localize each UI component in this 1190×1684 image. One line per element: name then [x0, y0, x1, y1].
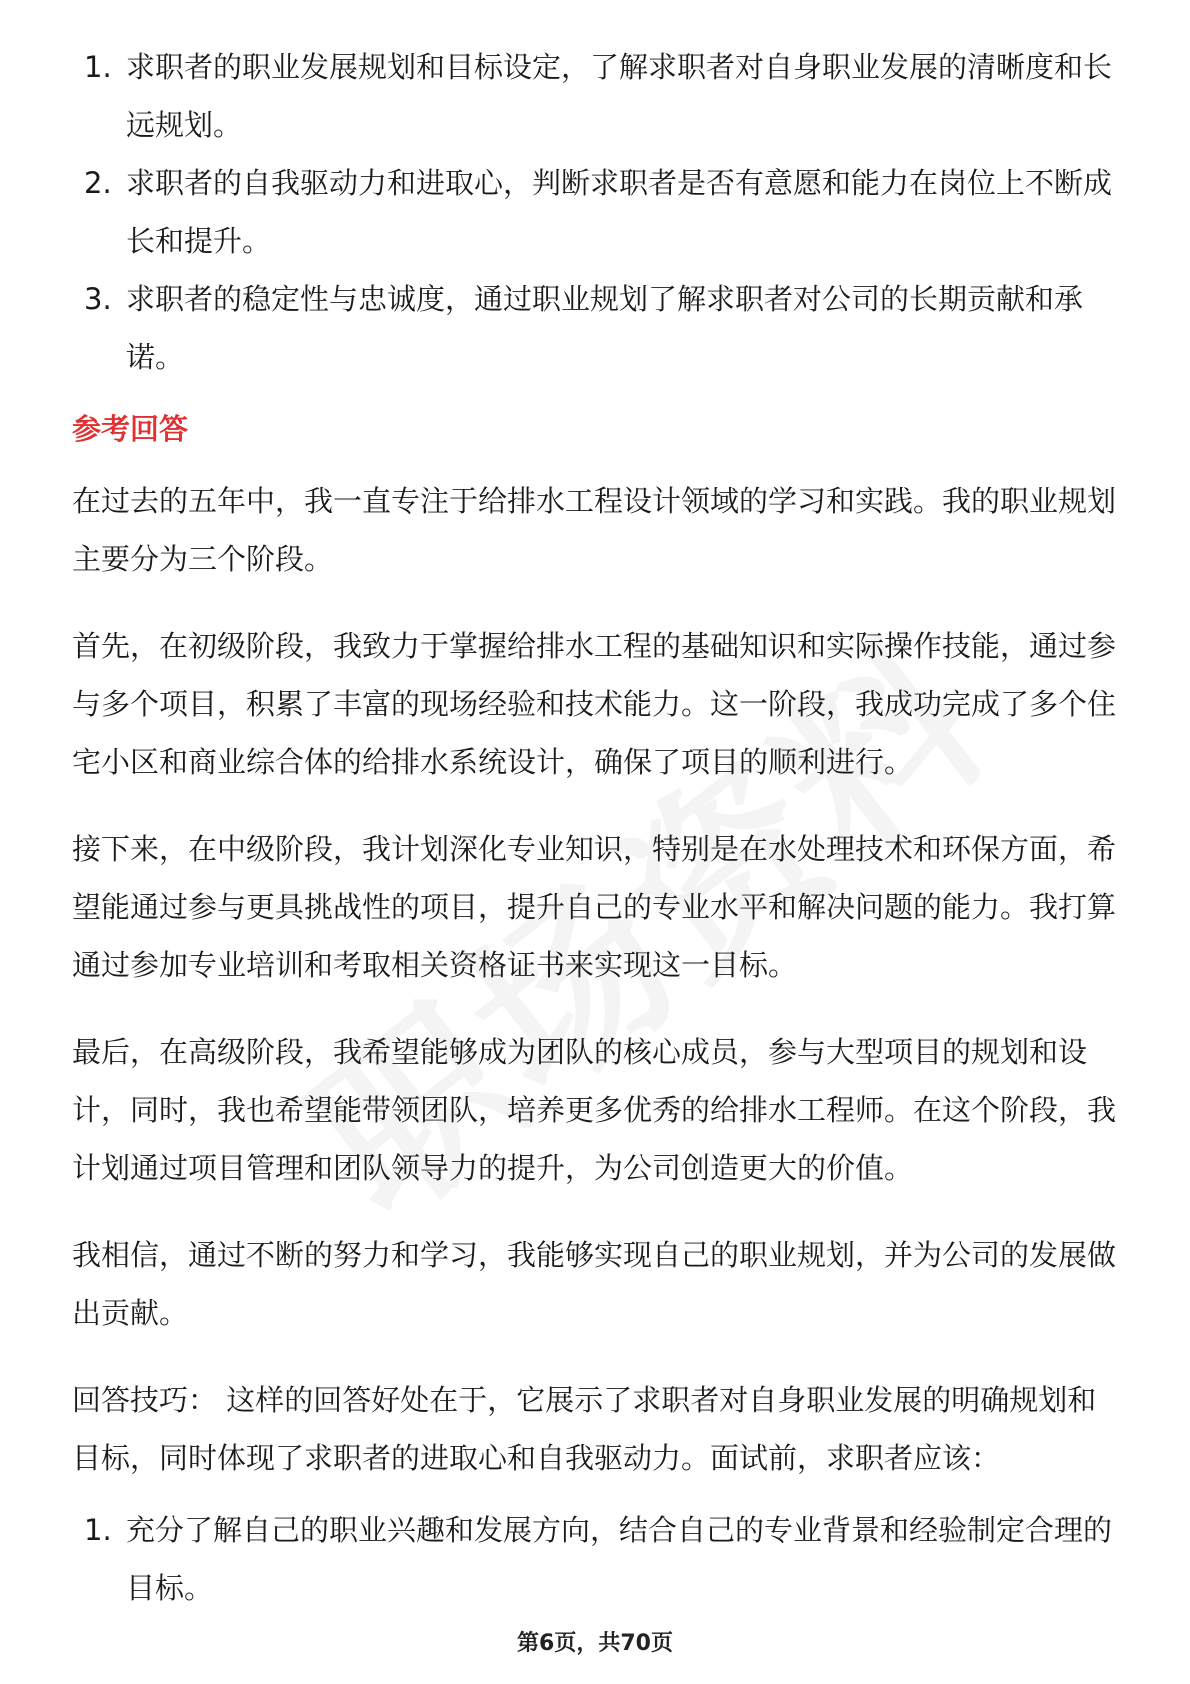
page-content — [72, 38, 1122, 1617]
answer-paragraph: 首先，在初级阶段，我致力于掌握给排水工程的基础知识和实际操作技能，通过参与多个项目，积累了丰富的现场经验和技术能力。这一阶段，我成功完成了多个住宅小区和商业综合体的给排水系统设计，确保了项目的顺利进行。 — [72, 629, 1117, 779]
section-heading: 参考回答 — [72, 412, 189, 446]
answer-paragraph: 我相信，通过不断的努力和学习，我能够实现自己的职业规划，并为公司的发展做出贡献。 — [72, 1238, 1117, 1330]
list-item-text: 求职者的自我驱动力和进取心，判断求职者是否有意愿和能力在岗位上不断成长和提升。 — [126, 166, 1113, 258]
tips-paragraph: 回答技巧： 这样的回答好处在于，它展示了求职者对自身职业发展的明确规划和目标，同时体现了求职者的进取心和自我驱动力。面试前，求职者应该： — [72, 1383, 1097, 1475]
answer-paragraph: 最后，在高级阶段，我希望能够成为团队的核心成员，参与大型项目的规划和设计，同时，我也希望能带领团队，培养更多优秀的给排水工程师。在这个阶段，我计划通过项目管理和团队领导力的提升，为公司创造更大的价值。 — [72, 1035, 1117, 1185]
focus-list — [72, 38, 1122, 386]
list-item-text: 求职者的稳定性与忠诚度，通过职业规划了解求职者对公司的长期贡献和承诺。 — [126, 282, 1084, 374]
list-item-text: 求职者的职业发展规划和目标设定，了解求职者对自身职业发展的清晰度和长远规划。 — [126, 50, 1113, 142]
list-item: 2. 求职者的自我驱动力和进取心，判断求职者是否有意愿和能力在岗位上不断成长和提升。 — [84, 166, 1113, 258]
page-number: 第6页，共70页 — [517, 1631, 673, 1656]
list-item: 3. 求职者的稳定性与忠诚度，通过职业规划了解求职者对公司的长期贡献和承诺。 — [84, 282, 1084, 374]
list-item-text: 充分了解自己的职业兴趣和发展方向，结合自己的专业背景和经验制定合理的目标。 — [126, 1513, 1113, 1605]
list-item: 1. 求职者的职业发展规划和目标设定，了解求职者对自身职业发展的清晰度和长远规划。 — [84, 50, 1113, 142]
tips-list — [72, 1501, 1122, 1617]
answer-paragraph: 接下来，在中级阶段，我计划深化专业知识，特别是在水处理技术和环保方面，希望能通过参与更具挑战性的项目，提升自己的专业水平和解决问题的能力。我打算通过参加专业培训和考取相关资格证书来实现这一目标。 — [72, 832, 1117, 982]
list-item: 1. 充分了解自己的职业兴趣和发展方向，结合自己的专业背景和经验制定合理的目标。 — [84, 1513, 1113, 1605]
answer-paragraph: 在过去的五年中，我一直专注于给排水工程设计领域的学习和实践。我的职业规划主要分为三个阶段。 — [72, 484, 1117, 576]
